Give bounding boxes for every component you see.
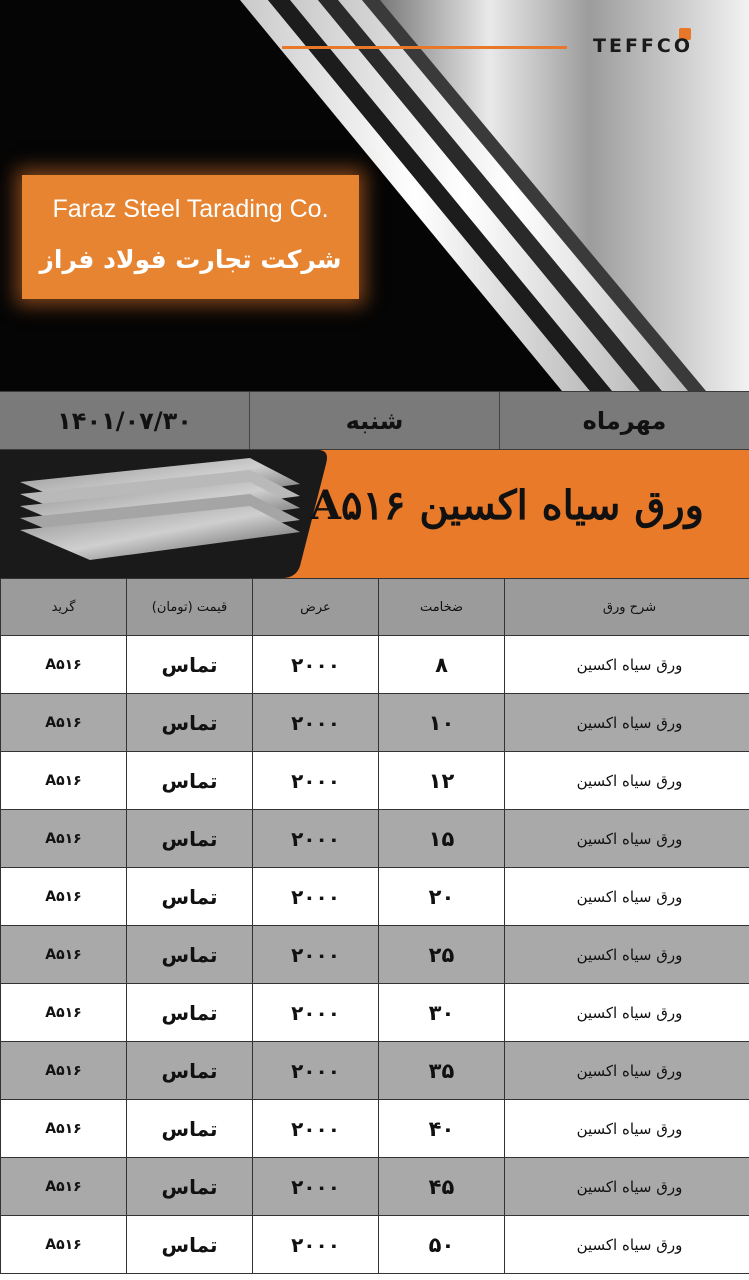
company-name-en: Faraz Steel Tarading Co. — [52, 195, 329, 223]
cell-price: تماس — [127, 694, 253, 752]
cell-width: ۲۰۰۰ — [253, 1158, 379, 1216]
table-row — [1, 1042, 749, 1100]
cell-width: ۲۰۰۰ — [253, 1042, 379, 1100]
table-row — [1, 694, 749, 752]
company-label — [22, 175, 359, 299]
cell-width: ۲۰۰۰ — [253, 1216, 379, 1274]
cell-thickness: ۲۵ — [379, 926, 505, 984]
header-thickness: ضخامت — [379, 579, 505, 636]
cell-thickness: ۳۵ — [379, 1042, 505, 1100]
cell-description: ورق سیاه اکسین — [505, 984, 749, 1042]
cell-description: ورق سیاه اکسین — [505, 1100, 749, 1158]
table-row — [1, 868, 749, 926]
header-width: عرض — [253, 579, 379, 636]
header-price: قیمت (تومان) — [127, 579, 253, 636]
company-name-fa: شرکت تجارت فولاد فراز — [39, 245, 342, 274]
cell-grade: A۵۱۶ — [1, 868, 127, 926]
cell-grade: A۵۱۶ — [1, 1042, 127, 1100]
cell-thickness: ۲۰ — [379, 868, 505, 926]
cell-price: تماس — [127, 926, 253, 984]
date-label: ۱۴۰۱/۰۷/۳۰ — [57, 406, 192, 435]
table-row — [1, 636, 749, 694]
table-row — [1, 752, 749, 810]
header-grade: گرید — [1, 579, 127, 636]
cell-thickness: ۴۰ — [379, 1100, 505, 1158]
cell-thickness: ۳۰ — [379, 984, 505, 1042]
brand-underline — [282, 46, 567, 49]
cell-width: ۲۰۰۰ — [253, 752, 379, 810]
price-table — [0, 578, 749, 1274]
cell-price: تماس — [127, 752, 253, 810]
cell-price: تماس — [127, 810, 253, 868]
header-banner — [0, 0, 749, 391]
cell-width: ۲۰۰۰ — [253, 810, 379, 868]
cell-price: تماس — [127, 1100, 253, 1158]
steel-plate-image — [0, 450, 330, 578]
cell-width: ۲۰۰۰ — [253, 636, 379, 694]
table-row — [1, 926, 749, 984]
cell-price: تماس — [127, 1216, 253, 1274]
cell-width: ۲۰۰۰ — [253, 694, 379, 752]
cell-thickness: ۱۲ — [379, 752, 505, 810]
cell-width: ۲۰۰۰ — [253, 1100, 379, 1158]
brand-name: TEFFCO — [593, 35, 693, 57]
cell-thickness: ۵۰ — [379, 1216, 505, 1274]
cell-price: تماس — [127, 1158, 253, 1216]
cell-thickness: ۱۵ — [379, 810, 505, 868]
cell-description: ورق سیاه اکسین — [505, 1216, 749, 1274]
header-description: شرح ورق — [505, 579, 749, 636]
cell-width: ۲۰۰۰ — [253, 926, 379, 984]
cell-grade: A۵۱۶ — [1, 694, 127, 752]
cell-grade: A۵۱۶ — [1, 636, 127, 694]
product-title: ورق سیاه اکسین A۵۱۶ — [309, 482, 704, 529]
table-row — [1, 1158, 749, 1216]
cell-price: تماس — [127, 868, 253, 926]
product-title-band — [0, 450, 749, 578]
cell-grade: A۵۱۶ — [1, 1158, 127, 1216]
table-body — [1, 636, 749, 1274]
cell-description: ورق سیاه اکسین — [505, 636, 749, 694]
cell-description: ورق سیاه اکسین — [505, 868, 749, 926]
cell-price: تماس — [127, 636, 253, 694]
cell-grade: A۵۱۶ — [1, 984, 127, 1042]
cell-description: ورق سیاه اکسین — [505, 752, 749, 810]
cell-thickness: ۸ — [379, 636, 505, 694]
cell-width: ۲۰۰۰ — [253, 984, 379, 1042]
table-row — [1, 1216, 749, 1274]
table-row — [1, 984, 749, 1042]
weekday-label: شنبه — [249, 392, 499, 449]
cell-price: تماس — [127, 1042, 253, 1100]
cell-grade: A۵۱۶ — [1, 810, 127, 868]
cell-grade: A۵۱۶ — [1, 1100, 127, 1158]
cell-price: تماس — [127, 984, 253, 1042]
cell-grade: A۵۱۶ — [1, 926, 127, 984]
cell-description: ورق سیاه اکسین — [505, 810, 749, 868]
date-bar — [0, 391, 749, 450]
table-header-row — [1, 579, 749, 636]
cell-thickness: ۴۵ — [379, 1158, 505, 1216]
month-label: مهرماه — [499, 392, 749, 449]
cell-width: ۲۰۰۰ — [253, 868, 379, 926]
table-row — [1, 810, 749, 868]
cell-grade: A۵۱۶ — [1, 1216, 127, 1274]
cell-thickness: ۱۰ — [379, 694, 505, 752]
cell-description: ورق سیاه اکسین — [505, 1158, 749, 1216]
cell-description: ورق سیاه اکسین — [505, 1042, 749, 1100]
cell-description: ورق سیاه اکسین — [505, 694, 749, 752]
cell-description: ورق سیاه اکسین — [505, 926, 749, 984]
cell-grade: A۵۱۶ — [1, 752, 127, 810]
table-row — [1, 1100, 749, 1158]
